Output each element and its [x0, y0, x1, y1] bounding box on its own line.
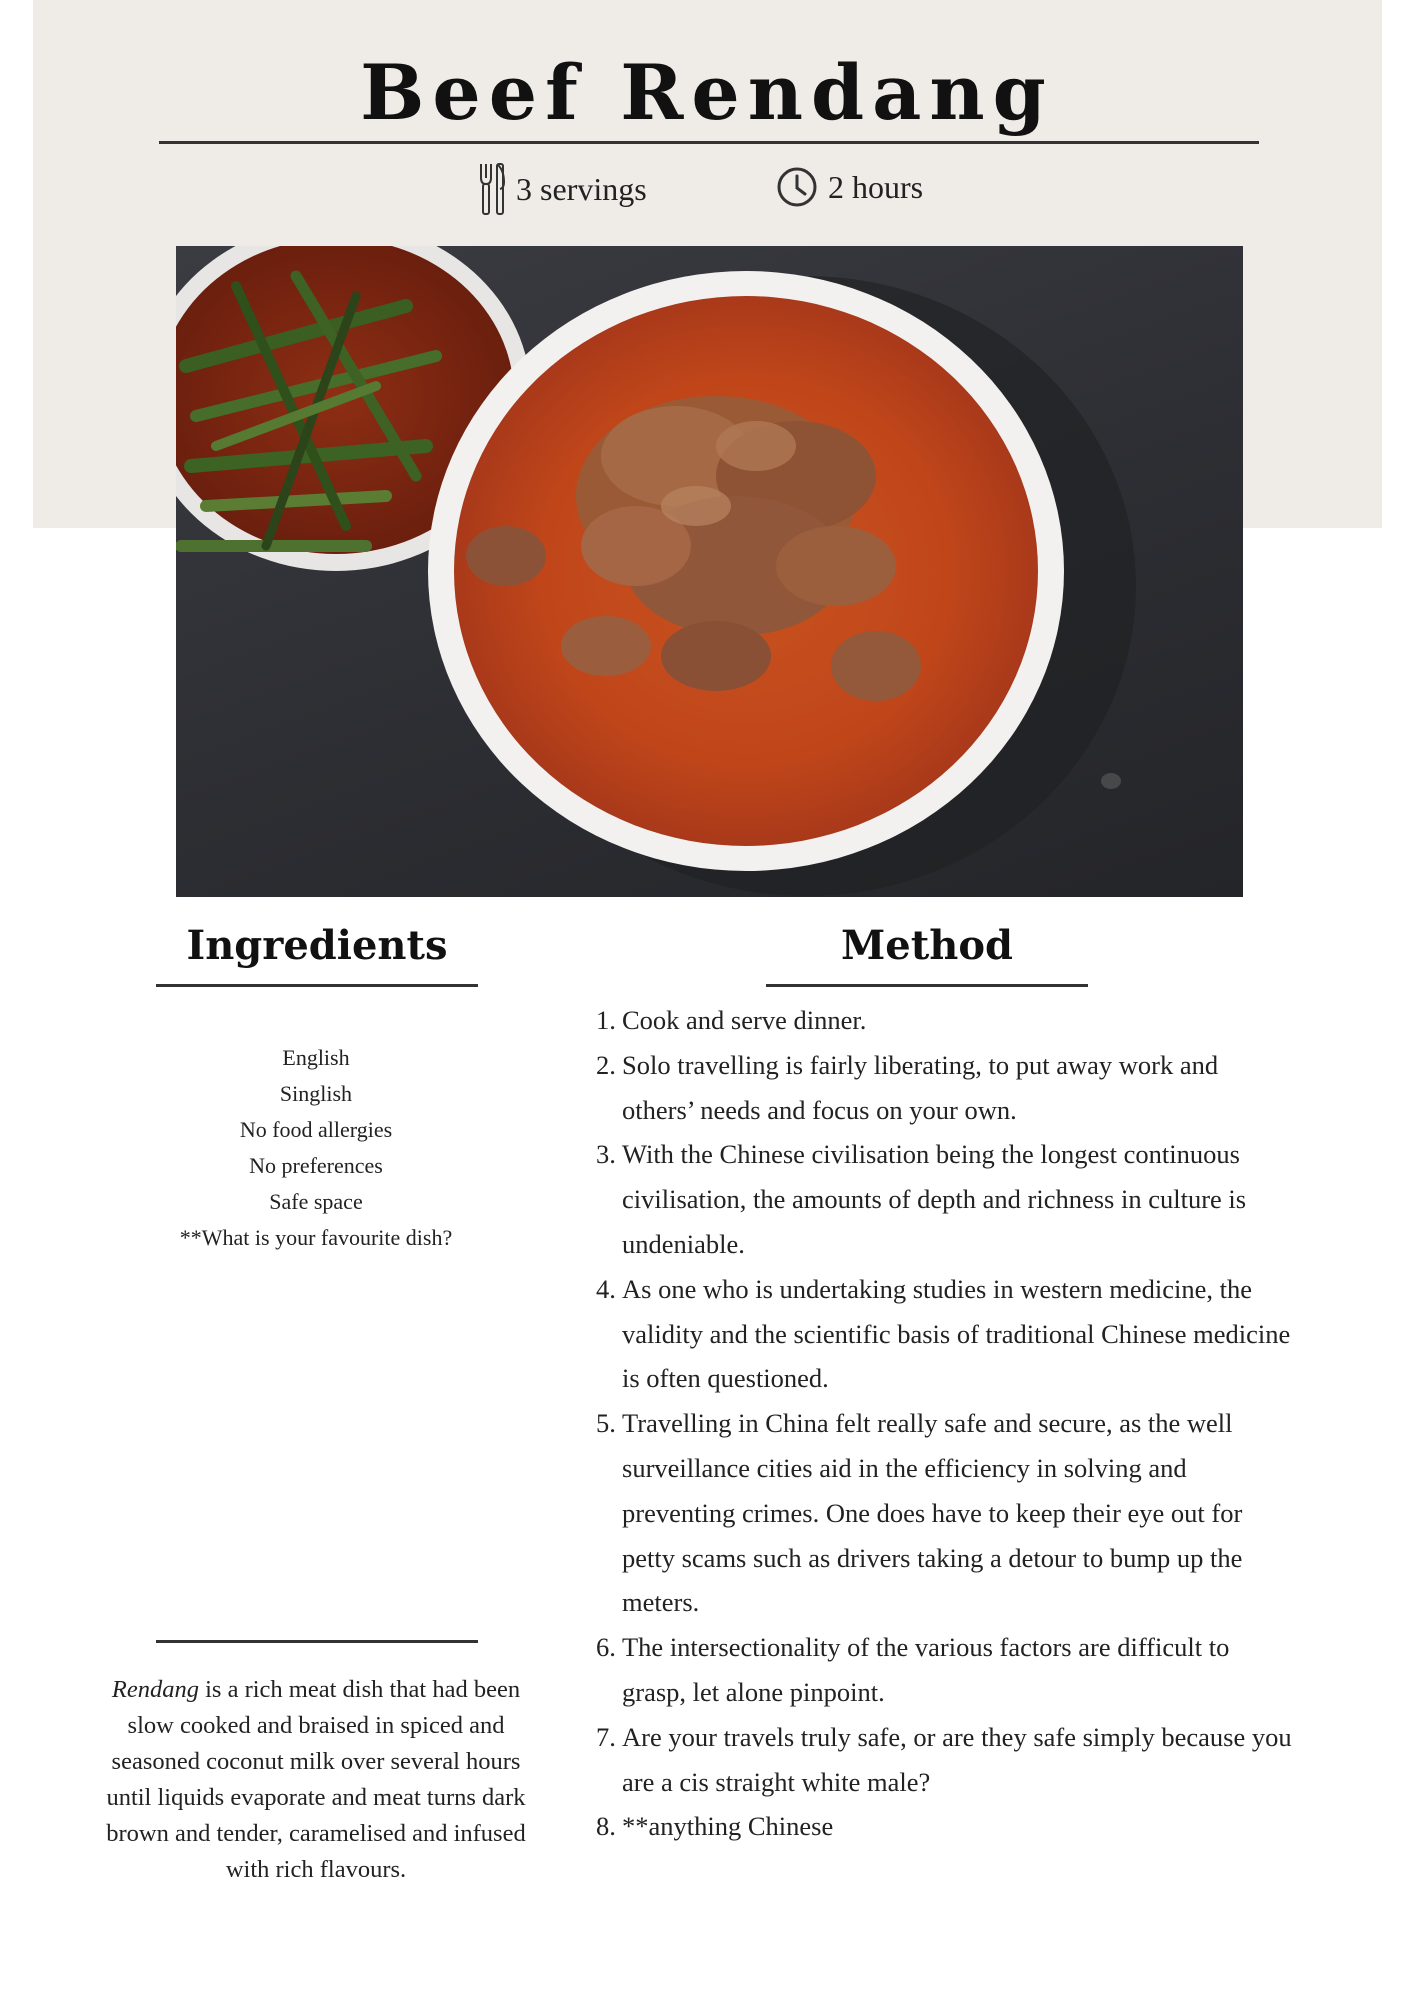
ingredient-item: **What is your favourite dish?: [179, 1225, 453, 1250]
step-number: 7.: [596, 1721, 616, 1752]
time-text: 2 hours: [828, 168, 924, 205]
step-text: The intersectionality of the various factors are difficult to grasp, let alone pinpoint.: [622, 1632, 1230, 1707]
description-emphasis: Rendang: [111, 1676, 199, 1703]
method-step: [596, 998, 1296, 1043]
ingredient-item: English: [282, 1045, 350, 1070]
step-text: Are your travels truly safe, or are they safe simply because you are a cis straight white male?: [622, 1721, 1292, 1797]
step-number: 5.: [596, 1408, 616, 1439]
ingredient-item: Safe space: [269, 1189, 363, 1214]
step-text: **anything Chinese: [622, 1811, 834, 1842]
clock-icon: [776, 166, 818, 208]
method-step: [596, 1715, 1296, 1805]
step-text: As one who is undertaking studies in western medicine, the validity and the scientific basis of traditional Chinese medicine is often questioned.: [622, 1273, 1291, 1394]
fork-knife-icon: [478, 162, 506, 216]
servings-info: [478, 162, 647, 216]
step-text: Cook and serve dinner.: [622, 1005, 867, 1035]
method-divider: [766, 984, 1088, 987]
step-number: 3.: [596, 1139, 616, 1170]
step-number: 8.: [596, 1811, 616, 1842]
step-text: Solo travelling is fairly liberating, to put away work and others’ needs and focus on your own.: [622, 1049, 1219, 1125]
method-heading: Method: [841, 922, 1013, 969]
step-number: 6.: [596, 1632, 616, 1663]
method-step: [596, 1267, 1296, 1401]
method-step: [596, 1132, 1296, 1266]
ingredients-divider: [156, 984, 478, 987]
dish-description: [96, 1672, 536, 1888]
step-text: Travelling in China felt really safe and secure, as the well surveillance cities aid in the efficiency in solving and preventing crimes. One does have to keep their eye out for petty scams such as drivers taking a detour to bump up the meters.: [622, 1408, 1243, 1618]
step-number: 2.: [596, 1049, 616, 1080]
description-divider: [156, 1640, 478, 1643]
servings-text: 3 servings: [516, 170, 647, 207]
step-text: With the Chinese civilisation being the longest continuous civilisation, the amounts of depth and richness in culture is undeniable.: [622, 1139, 1247, 1259]
title-divider: [159, 141, 1259, 144]
step-number: 1.: [596, 1005, 616, 1035]
ingredients-heading: Ingredients: [186, 922, 448, 969]
step-number: 4.: [596, 1273, 616, 1304]
time-info: [776, 166, 923, 208]
method-step: [596, 1043, 1296, 1133]
method-step: [596, 1804, 1296, 1849]
ingredient-item: No preferences: [249, 1153, 383, 1178]
method-step: [596, 1625, 1296, 1715]
ingredient-item: Singlish: [279, 1081, 353, 1106]
method-step: [596, 1401, 1296, 1625]
dish-photo: [176, 246, 1243, 897]
recipe-title: Beef Rendang: [360, 48, 1054, 137]
method-list: [596, 998, 1296, 1849]
ingredients-list: [96, 1040, 536, 1256]
ingredient-item: No food allergies: [239, 1117, 393, 1142]
description-text: is a rich meat dish that had been slow cooked and braised in spiced and seasoned coconut milk over several hours until liquids evaporate and meat turns dark brown and tender, caramelised and infused with rich flavours.: [106, 1676, 526, 1883]
